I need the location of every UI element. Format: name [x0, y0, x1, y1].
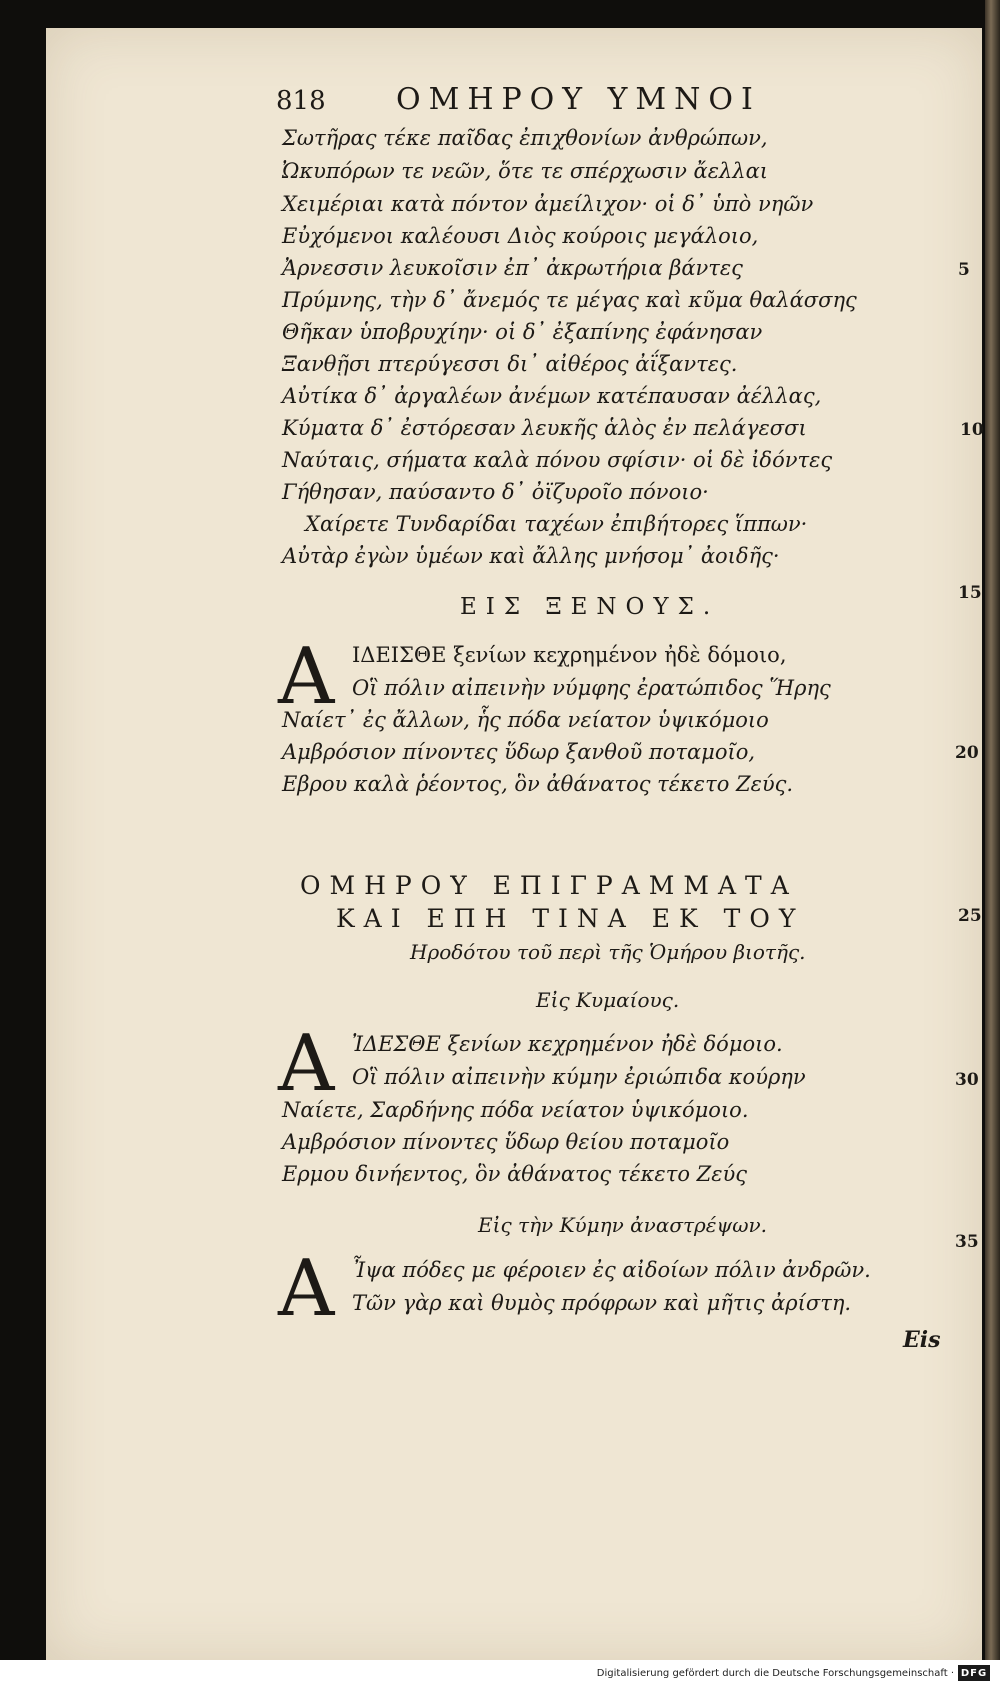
verse-line: Γήθησαν, παύσαντο δ᾽ ὀϊζυροῖο πόνοιο· [282, 480, 709, 504]
verse-line: Εὐχόμενοι καλέουσι Διὸς κούροις μεγάλοιο, [282, 224, 759, 248]
verse-line: Ἀρνεσσιν λευκοῖσιν ἐπ᾽ ἀκρωτήρια βάντες [282, 256, 743, 280]
verse-line: Ναύταις, σήματα καλὰ πόνου σφίσιν· οἱ δὲ ἰδόντες [282, 448, 833, 472]
verse-line: Χειμέριαι κατὰ πόντον ἀμείλιχον· οἱ δ᾽ ὑπὸ νηῶν [282, 192, 814, 216]
drop-cap: A [278, 1244, 335, 1334]
epigrams-title-line1: ΟΜΗΡΟΥ ΕΠΙΓΡΑΜΜΑΤΑ [300, 871, 798, 900]
drop-cap: A [278, 632, 335, 722]
digitization-credit: Digitalisierung gefördert durch die Deutsche Forschungsgemeinschaft · [596, 1668, 954, 1679]
verse-line: Πρύμνης, τὴν δ᾽ ἄνεμός τε μέγας καὶ κῦμα θαλάσσης [282, 288, 857, 312]
verse-line: Ὠκυπόρων τε νεῶν, ὅτε τε σπέρχωσιν ἄελλαι [282, 159, 769, 183]
verse-line: Κύματα δ᾽ ἐστόρεσαν λευκῆς ἁλὸς ἐν πελάγεσσι [282, 416, 807, 440]
page-header [276, 82, 836, 122]
verse-line: Σωτῆρας τέκε παῖδας ἐπιχθονίων ἀνθρώπων, [282, 126, 768, 150]
line-number: 5 [958, 260, 970, 280]
epigrams-title-line3: Ηροδότου τοῦ περὶ τῆς Ὁμήρου βιοτῆς. [410, 940, 806, 964]
verse-line: Θῆκαν ὑποβρυχίην· οἱ δ᾽ ἐξαπίνης ἐφάνησαν [282, 320, 763, 344]
verse-line: Ναίετ᾽ ἐς ἄλλων, ἧς πόδα νείατον ὑψικόμοιο [282, 708, 769, 732]
section-heading-xenous: ΕΙΣ ΞΕΝΟΥΣ. [460, 594, 720, 620]
verse-line: Αὐτὰρ ἐγὼν ὑμέων καὶ ἄλλης μνήσομ᾽ ἀοιδῆς· [282, 544, 780, 568]
verse-line: Αμβρόσιον πίνοντες ὕδωρ θείου ποταμοῖο [282, 1130, 730, 1154]
verse-line: Οἳ πόλιν αἰπεινὴν κύμην ἐριώπιδα κούρην [352, 1065, 806, 1089]
line-number: 20 [955, 743, 979, 763]
verse-line: Εβρου καλὰ ῥέοντος, ὃν ἀθάνατος τέκετο Ζεύς. [282, 772, 794, 796]
subheading-kymen: Εἰς τὴν Κύμην ἀναστρέψων. [478, 1213, 768, 1237]
running-title: ΟΜΗΡΟΥ ΥΜΝΟΙ [396, 82, 761, 117]
verse-line: Ξανθῇσι πτερύγεσσι δι᾽ αἰθέρος ἀΐξαντες. [282, 352, 738, 376]
line-number: 15 [958, 583, 982, 603]
verse-line: Ερμου δινήεντος, ὃν ἀθάνατος τέκετο Ζεύς [282, 1162, 748, 1186]
line-number: 35 [955, 1232, 979, 1252]
verse-line: ΙΔΕΙΣΘΕ ξενίων κεχρημένον ἠδὲ δόμοιο, [352, 643, 787, 667]
page-number: 818 [276, 86, 326, 116]
drop-cap: A [278, 1019, 335, 1109]
verse-line: Χαίρετε Τυνδαρίδαι ταχέων ἐπιβήτορες ἵππων· [305, 512, 808, 536]
verse-line: ἸΔΕΣΘΕ ξενίων κεχρημένον ἠδὲ δόμοιο. [352, 1032, 783, 1056]
verse-line: Αμβρόσιον πίνοντες ὕδωρ ξανθοῦ ποταμοῖο, [282, 740, 756, 764]
verse-line: Αὐτίκα δ᾽ ἀργαλέων ἀνέμων κατέπαυσαν ἀέλλας, [282, 384, 822, 408]
line-number: 10 [960, 420, 984, 440]
verse-line: Ἶψα πόδες με φέροιεν ἐς αἰδοίων πόλιν ἀνδρῶν. [352, 1258, 871, 1282]
epigrams-title-line2: ΚΑΙ ΕΠΗ ΤΙΝΑ ΕΚ ΤΟΥ [336, 904, 805, 933]
page-edge [985, 0, 1000, 1687]
catchword: Eis [903, 1327, 941, 1353]
verse-line: Τῶν γὰρ καὶ θυμὸς πρόφρων καὶ μῆτις ἀρίστη. [352, 1291, 852, 1315]
dfg-logo: DFG [958, 1665, 990, 1681]
line-number: 25 [958, 906, 982, 926]
verse-line: Ναίετε, Σαρδήνης πόδα νείατον ὑψικόμοιο. [282, 1098, 749, 1122]
line-number: 30 [955, 1070, 979, 1090]
verse-line: Οἳ πόλιν αἰπεινὴν νύμφης ἐρατώπιδος Ἥρης [352, 676, 831, 700]
subheading-kymaious: Εἰς Κυμαίους. [536, 988, 680, 1012]
